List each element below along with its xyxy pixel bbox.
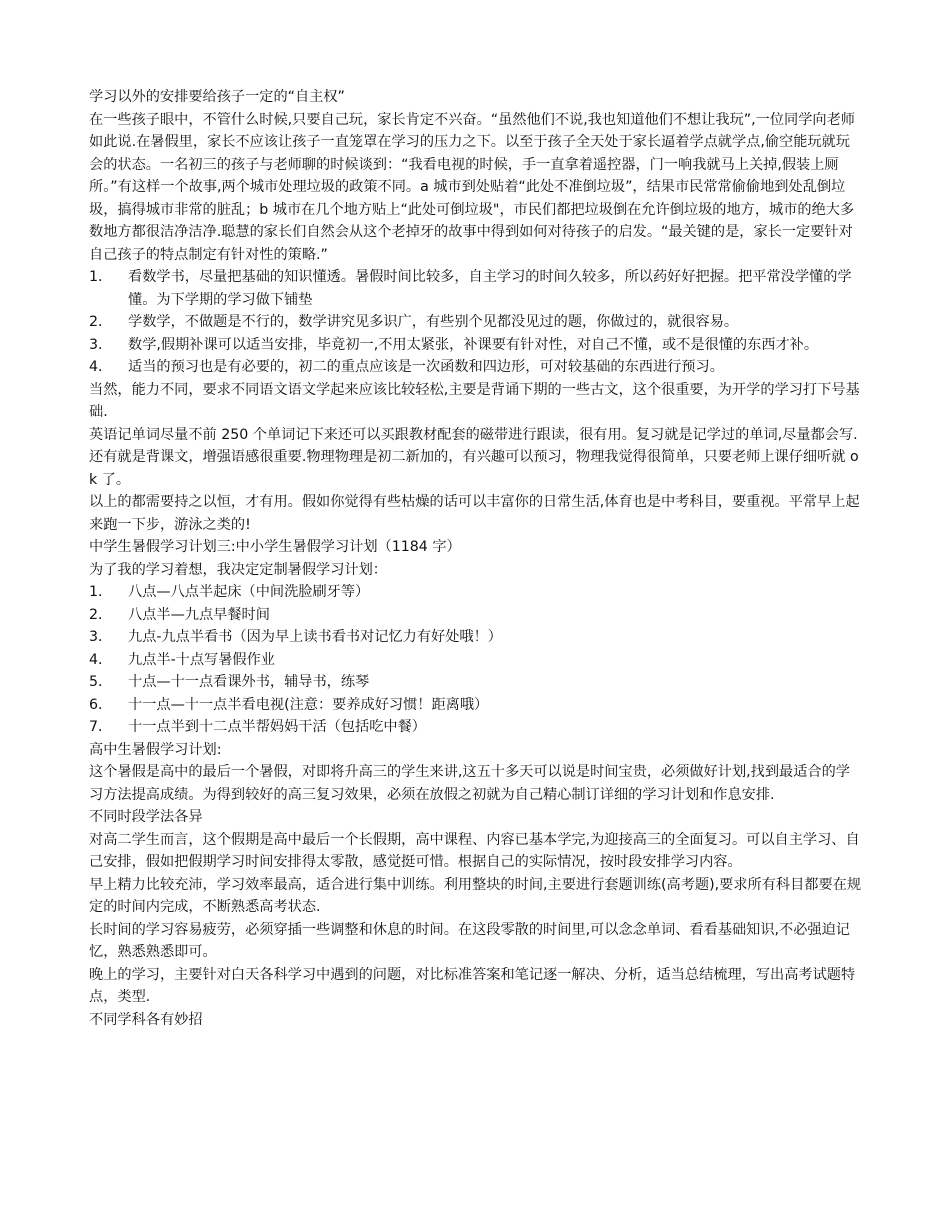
heading-subjects: 不同学科各有妙招 — [89, 1011, 203, 1028]
schedule-item — [89, 626, 864, 649]
list-text: 十一点—十一点半看电视(注意：要养成好习惯！距离哦） — [128, 696, 489, 713]
schedule-item — [89, 649, 864, 672]
paragraph-evening: 晚上的学习，主要针对白天各科学习中遇到的问题，对比标准答案和笔记逐一解决、分析，适当总结梳理，写出高考试题特点，类型. — [89, 966, 856, 1005]
list-text: 数学,假期补课可以适当安排，毕竟初一,不用太紧张，补课要有针对性，对自己不懂，或不是很懂的东西才补。 — [128, 336, 819, 353]
paragraph-breaks: 长时间的学习容易疲劳，必须穿插一些调整和休息的时间。在这段零散的时间里,可以念念单词、看看基础知识,不必强迫记忆，熟悉熟悉即可。 — [89, 921, 850, 960]
list-number: 5． — [89, 674, 113, 690]
list-number: 3． — [89, 629, 113, 645]
schedule-item — [89, 671, 864, 694]
paragraph-english-physics: 英语记单词尽量不前 250 个单词记下来还可以买跟教材配套的磁带进行跟读，很有用。复习就是记学过的单词,尽量都会写.还有就是背课文，增强语感很重要.物理物理是初二新加的，有兴趣可以预习，物理我觉得很简单，只要老师上课仔细听就 ok 了。 — [89, 426, 859, 488]
heading-high-school-plan: 高中生暑假学习计划: — [89, 741, 222, 758]
paragraph-chinese: 当然，能力不同，要求不同语文语文学起来应该比较轻松,主要是背诵下期的一些古文，这个很重要，为开学的学习打下号基础. — [89, 381, 860, 420]
list-text: 九点半-十点写暑假作业 — [128, 651, 275, 668]
list-item — [89, 356, 864, 379]
schedule-item — [89, 581, 864, 604]
list-number: 2． — [89, 606, 113, 623]
list-text: 学数学，不做题是不行的，数学讲究见多识广，有些别个见都没见过的题，你做过的，就很容易。 — [128, 314, 739, 330]
paragraph-persistence: 以上的都需要持之以恒，才有用。假如你觉得有些枯燥的话可以丰富你的日常生活,体育也是中考科目，要重视。平常早上起来跑一下步，游泳之类的! — [89, 494, 860, 533]
list-number: 1． — [89, 269, 113, 285]
paragraph-high-school: 这个暑假是高中的最后一个暑假，对即将升高三的学生来讲,这五十多天可以说是时间宝贵，必须做好计划,找到最适合的学习方法提高成绩。为得到较好的高三复习效果，必须在放假之初就为自己精心制订详细的学习计划和作息安排. — [89, 764, 850, 803]
paragraph-story: 在一些孩子眼中，不管什么时候,只要自己玩，家长肯定不兴奋。“虽然他们不说,我也知道他们不想让我玩”,一位同学向老师如此说.在暑假里，家长不应该让孩子一直笼罩在学习的压力之下。以至于孩子全天处于家长逼着学点就学点,偷空能玩就玩会的状态。一名初三的孩子与老师聊的时候谈到：“我看电视的时候，手一直拿着遥控器，门一响我就马上关掉,假装上厕所。”有这样一个故事,两个城市处理垃圾的政策不同。a 城市到处贴着“此处不准倒垃圾”，结果市民常常偷偷地到处乱倒垃圾，搞得城市非常的脏乱；b 城市在几个地方贴上“此处可倒垃圾"，市民们都把垃圾倒在允许倒垃圾的地方，城市的绝大多数地方都很洁净洁净.聪慧的家长们自然会从这个老掉牙的故事中得到如何对待孩子的启发。“最关键的是，家长一定要针对自己孩子的特点制定有针对性的策略.” — [89, 111, 855, 263]
list-text: 八点—八点半起床（中间洗脸刷牙等） — [128, 584, 370, 600]
list-item — [89, 266, 864, 311]
list-item — [89, 334, 864, 357]
list-number: 6． — [89, 696, 113, 713]
heading-autonomy: 学习以外的安排要给孩子一定的“自主权” — [89, 89, 345, 105]
list-item — [89, 311, 864, 334]
list-number: 4． — [89, 651, 113, 668]
paragraph-intro: 为了我的学习着想，我决定定制暑假学习计划： — [89, 561, 387, 578]
list-text: 八点半—九点早餐时间 — [128, 606, 270, 623]
list-text: 适当的预习也是有必要的，初二的重点应该是一次函数和四边形，可对较基础的东西进行预习。 — [128, 359, 724, 375]
schedule-item — [89, 604, 864, 627]
paragraph-senior-two: 对高二学生而言，这个假期是高中最后一个长假期，高中课程、内容已基本学完,为迎接高三的全面复习。可以自主学习、自己安排，假如把假期学习时间安排得太零散，感觉挺可惜。根据自己的实际情况，按时段安排学习内容。 — [89, 831, 860, 870]
list-text: 九点-九点半看书（因为早上读书看书对记忆力有好处哦！） — [128, 629, 502, 645]
schedule-item — [89, 716, 864, 739]
list-number: 2． — [89, 314, 113, 330]
list-text: 十一点半到十二点半帮妈妈干活（包括吃中餐） — [128, 719, 426, 735]
document-page — [89, 86, 864, 1031]
heading-plan-three: 中学生暑假学习计划三:中小学生暑假学习计划（1184 字） — [89, 539, 461, 555]
list-text: 看数学书，尽量把基础的知识懂透。暑假时间比较多，自主学习的时间久较多，所以药好好把握。把平常没学懂的学懂。为下学期的学习做下铺垫 — [128, 269, 852, 308]
list-number: 3． — [89, 336, 113, 353]
list-number: 1． — [89, 584, 113, 600]
heading-time-periods: 不同时段学法各异 — [89, 809, 203, 825]
schedule-item — [89, 694, 864, 717]
paragraph-morning: 早上精力比较充沛，学习效率最高，适合进行集中训练。利用整块的时间,主要进行套题训练(高考题),要求所有科目都要在规定的时间内完成，不断熟悉高考状态. — [89, 876, 862, 915]
list-number: 4． — [89, 359, 113, 375]
list-text: 十点—十一点看课外书，辅导书，练琴 — [128, 674, 370, 690]
list-number: 7． — [89, 719, 113, 735]
